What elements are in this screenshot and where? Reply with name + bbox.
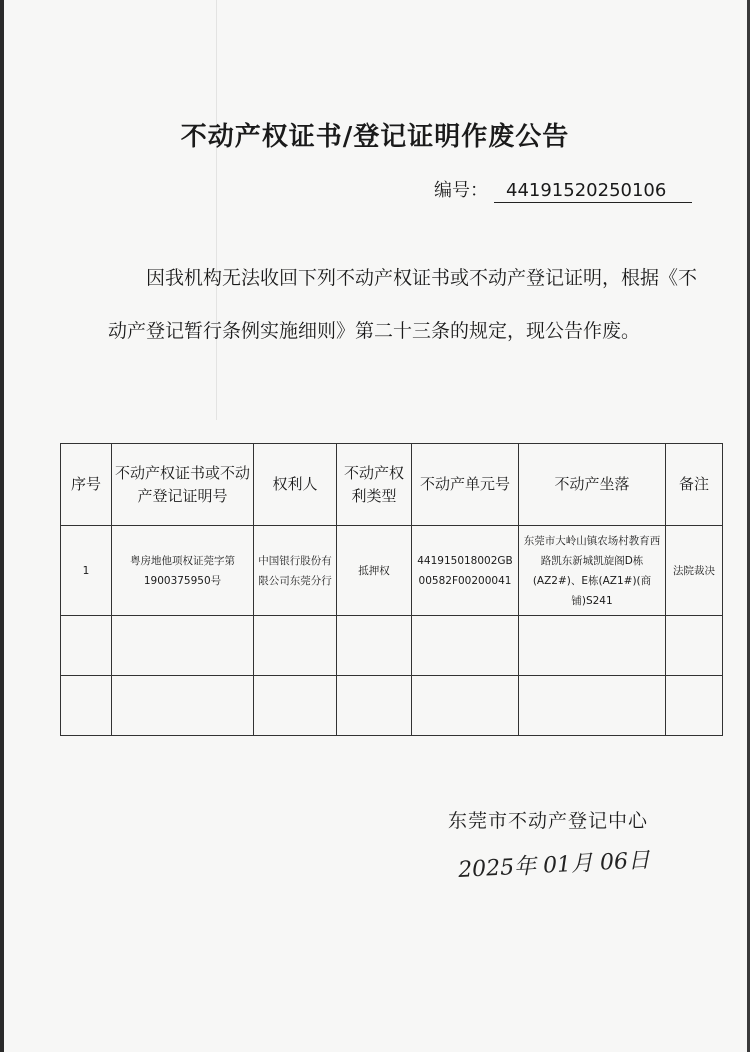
cert-table [60, 443, 723, 736]
document-number-row [434, 176, 692, 203]
handwritten-date: 2025年 01月 06日 [457, 847, 651, 884]
table-header-row [61, 444, 723, 526]
scan-edge-left [0, 0, 4, 1052]
cell-holder: 中国银行股份有限公司东莞分行 [254, 526, 337, 616]
header-unit-no: 不动产单元号 [412, 444, 519, 526]
header-cert-no: 不动产权证书或不动产登记证明号 [112, 444, 254, 526]
header-location: 不动产坐落 [519, 444, 666, 526]
number-label: 编号： [434, 180, 488, 201]
cell-location: 东莞市大岭山镇农场村教育西路凯东新城凯旋阁D栋(AZ2#)、E栋(AZ1#)(商铺)S241 [519, 526, 666, 616]
cell-note: 法院裁决 [666, 526, 723, 616]
header-holder: 权利人 [254, 444, 337, 526]
body-paragraph: 因我机构无法收回下列不动产权证书或不动产登记证明，根据《不动产登记暂行条例实施细则》第二十三条的规定，现公告作废。 [108, 267, 698, 342]
table-row-empty [61, 616, 723, 676]
document-title: 不动产权证书/登记证明作废公告 [180, 122, 570, 152]
cell-unit-no: 441915018002GB00582F00200041 [412, 526, 519, 616]
table-row-empty [61, 676, 723, 736]
cell-cert-no: 粤房地他项权证莞字第1900375950号 [112, 526, 254, 616]
cell-right-type: 抵押权 [337, 526, 412, 616]
header-seq: 序号 [61, 444, 112, 526]
header-right-type: 不动产权利类型 [337, 444, 412, 526]
issuing-office: 东莞市不动产登记中心 [448, 810, 649, 832]
document-number: 44191520250106 [494, 180, 692, 203]
cell-seq: 1 [61, 526, 112, 616]
table-row [61, 526, 723, 616]
header-note: 备注 [666, 444, 723, 526]
